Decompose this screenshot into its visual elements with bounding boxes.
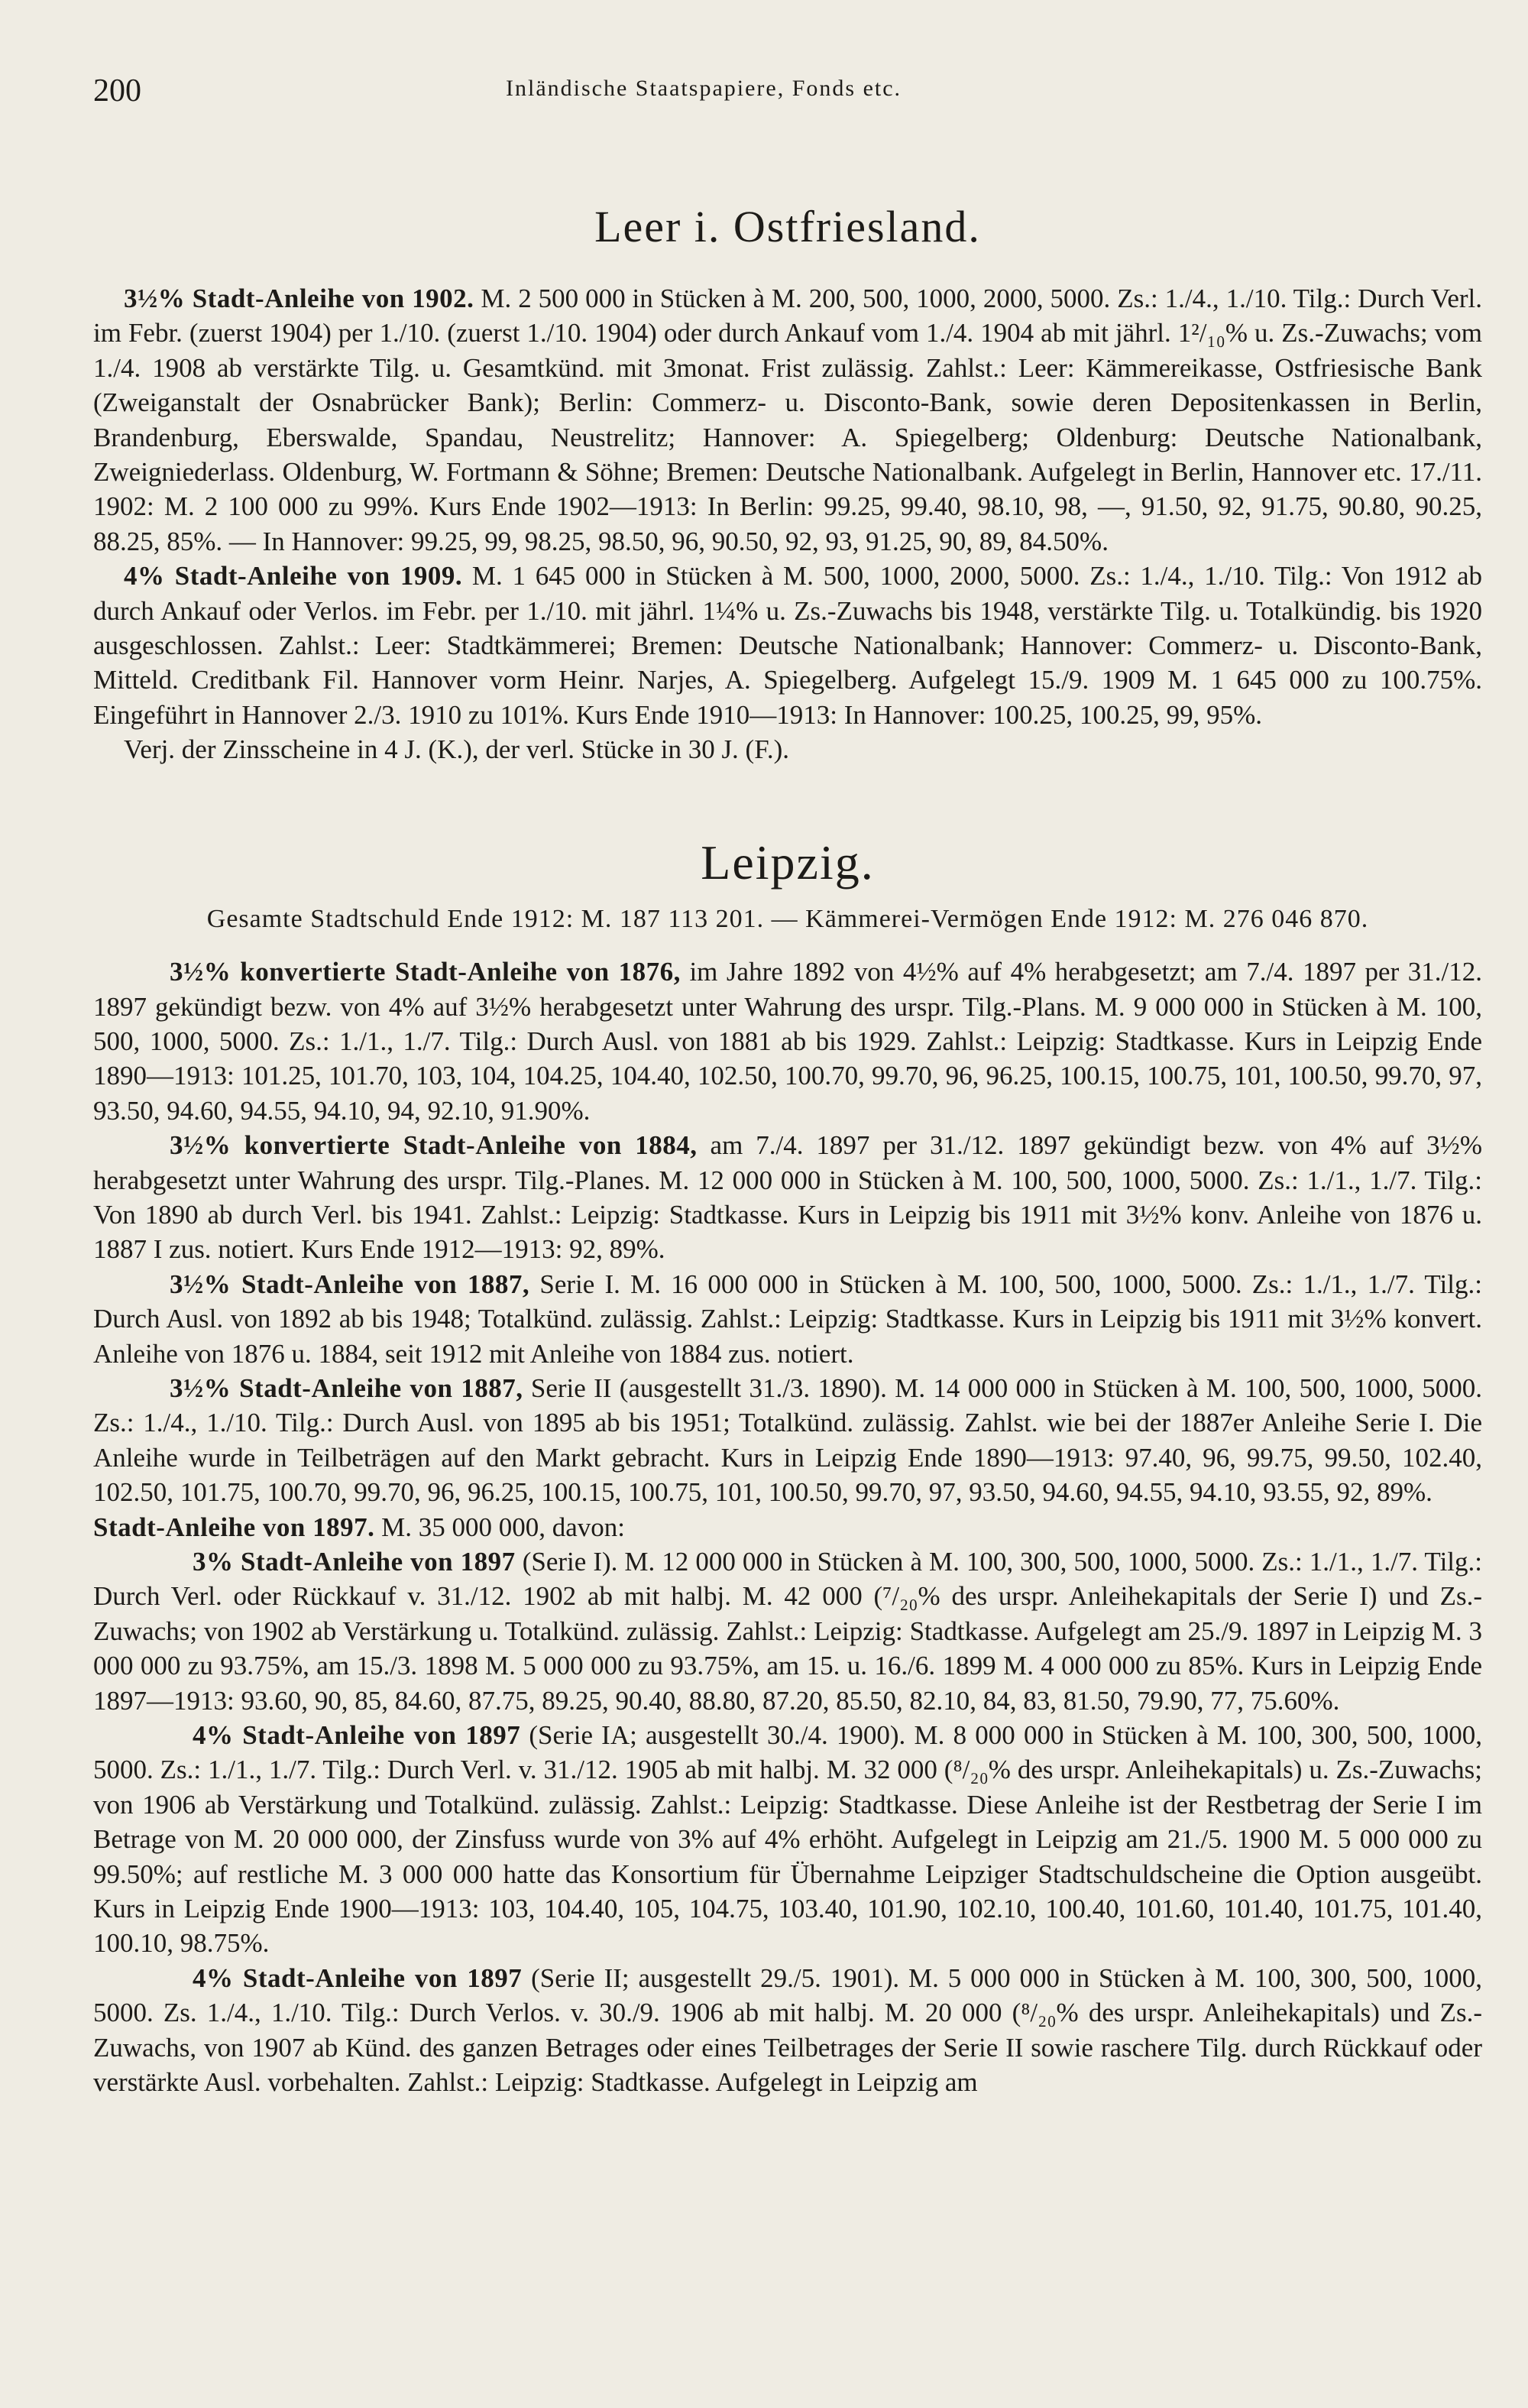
issue-text: M. 35 000 000, davon: (381, 1512, 625, 1542)
issue-paragraph (93, 1510, 1482, 1544)
issue-text: Serie I. M. 16 000 000 in Stücken à M. 100, 500, 1000, 5000. Zs.: 1./1., 1./7. Tilg.: Durch Ausl. von 1892 ab bis 1948; Totalkünd. zulässig. Zahlst.: Leipzig: Stadtkasse. Kurs in Leipzig bis 1911 mit 3½% konvert. Anleihe von 1876 u. 1884, seit 1912 mit Anleihe von 1884 zus. notiert. (93, 1269, 1482, 1369)
issue-paragraph (93, 1961, 1482, 2100)
page-number: 200 (93, 73, 141, 109)
issue-paragraph (93, 954, 1482, 1128)
issue-title: Stadt-Anleihe von 1897. (93, 1512, 375, 1542)
issue-title: 3½% konvertierte Stadt-Anleihe von 1884, (170, 1130, 698, 1161)
limitation-note: Verj. der Zinsscheine in 4 J. (K.), der verl. Stücke in 30 J. (F.). (124, 734, 790, 765)
issue-paragraph (93, 1544, 1482, 1718)
issue-paragraph (93, 1718, 1482, 1961)
issue-paragraph (93, 1371, 1482, 1510)
running-header (93, 65, 1482, 118)
section-heading-leipzig: Leipzig. (701, 835, 875, 890)
issue-text: am 7./4. 1897 per 31./12. 1897 gekündigt bezw. von 4% auf 3½% herabgesetzt unter Wahrung des urspr. Tilg.-Planes. M. 12 000 000 in Stücken à M. 100, 500, 1000, 5000. Zs.: 1./1., 1./7. Tilg.: Von 1890 ab durch Verl. bis 1941. Zahlst.: Leipzig: Stadtkasse. Kurs in Leipzig bis 1911 mit 3½% konv. Anleihe von 1876 u. 1887 I zus. notiert. Kurs Ende 1912—1913: 92, 89%. (93, 1130, 1483, 1265)
issue-title: 3½% Stadt-Anleihe von 1887, (170, 1373, 523, 1403)
issue-title: 4% Stadt-Anleihe von 1897 (193, 1720, 521, 1751)
issue-text: Serie II (ausgestellt 31./3. 1890). M. 14 000 000 in Stücken à M. 100, 500, 1000, 5000. Zs.: 1./4., 1./10. Tilg.: Durch Ausl. von 1895 ab bis 1951; Totalkünd. zulässig. Zahlst. wie bei der 1887er Anleihe Serie I. Die Anleihe wurde in Teilbeträgen auf den Markt gebracht. Kurs in Leipzig Ende 1890—1913: 97.40, 96, 99.75, 99.50, 102.40, 102.50, 101.75, 100.70, 99.70, 96, 96.25, 100.15, 100.75, 101, 100.50, 99.70, 97, 93.50, 94.60, 94.55, 94.10, 93.55, 92, 89%. (93, 1373, 1482, 1508)
issue-text: M. 1 645 000 in Stücken à M. 500, 1000, 2000, 5000. Zs.: 1./4., 1./10. Tilg.: Von 1912 ab durch Ankauf oder Verlos. im Febr. per 1./10. mit jährl. 1¼% u. Zs.-Zuwachs bis 1948, verstärkte Tilg. u. Totalkündig. bis 1920 ausgeschlossen. Zahlst.: Leer: Stadtkämmerei; Bremen: Deutsche Nationalbank; Hannover: Commerz- u. Disconto-Bank, Mitteld. Creditbank Fil. Hannover vorm Heinr. Narjes, A. Spiegelberg. Aufgelegt 15./9. 1909 M. 1 645 000 zu 100.75%. Eingeführt in Hannover 2./3. 1910 zu 101%. Kurs Ende 1910—1913: In Hannover: 100.25, 100.25, 99, 95%. (93, 561, 1483, 730)
issue-title: 3½% Stadt-Anleihe von 1887, (170, 1269, 530, 1299)
issue-paragraph (93, 1267, 1482, 1371)
issue-title: 3½% Stadt-Anleihe von 1902. (124, 284, 474, 313)
issue-paragraph (93, 1128, 1482, 1267)
issue-paragraph (93, 559, 1482, 732)
running-title: Inländische Staatspapiere, Fonds etc. (506, 76, 902, 101)
issue-text: M. 2 500 000 in Stücken à M. 200, 500, 1000, 2000, 5000. Zs.: 1./4., 1./10. Tilg.: Durch Verl. im Febr. (zuerst 1904) per 1./10. (zuerst 1./10. 1904) oder durch Ankauf vom 1./4. 1904 ab mit jährl. 1²/₁₀% u. Zs.-Zuwachs; vom 1./4. 1908 ab verstärkte Tilg. u. Gesamtkünd. mit 3monat. Frist zulässig. Zahlst.: Leer: Kämmereikasse, Ostfriesische Bank (Zweiganstalt der Osnabrücker Bank); Berlin: Commerz- u. Disconto-Bank, sowie deren Depositenkassen in Berlin, Brandenburg, Eberswalde, Spandau, Neustrelitz; Hannover: A. Spiegelberg; Oldenburg: Deutsche Nationalbank, Zweigniederlass. Oldenburg, W. Fortmann & Söhne; Bremen: Deutsche Nationalbank. Aufgelegt in Berlin, Hannover etc. 17./11. 1902: M. 2 100 000 zu 99%. Kurs Ende 1902—1913: In Berlin: 99.25, 99.40, 98.10, 98, —, 91.50, 92, 91.75, 90.80, 90.25, 88.25, 85%. — In Hannover: 99.25, 99, 98.25, 98.50, 96, 90.50, 92, 93, 91.25, 90, 89, 84.50%. (93, 284, 1482, 556)
issue-title: 3½% konvertierte Stadt-Anleihe von 1876, (170, 957, 681, 987)
issue-title: 4% Stadt-Anleihe von 1909. (124, 561, 463, 591)
issue-text: (Serie I). M. 12 000 000 in Stücken à M. 100, 300, 500, 1000, 5000. Zs.: 1./1., 1./7. Tilg.: Durch Verl. oder Rückkauf v. 31./12. 1902 ab mit halbj. M. 42 000 (⁷/₂₀% des urspr. Anleihekapitals der Serie I) und Zs.-Zuwachs; von 1902 ab Verstärkung u. Totalkünd. zulässig. Zahlst.: Leipzig: Stadtkasse. Aufgelegt am 25./9. 1897 in Leipzig M. 3 000 000 zu 93.75%, am 15./3. 1898 M. 5 000 000 zu 93.75%, am 15. u. 16./6. 1899 M. 4 000 000 zu 85%. Kurs in Leipzig Ende 1897—1913: 93.60, 90, 85, 84.60, 87.75, 89.25, 90.40, 88.80, 87.20, 85.50, 82.10, 84, 83, 81.50, 79.90, 77, 75.60%. (93, 1547, 1483, 1716)
issue-title: 4% Stadt-Anleihe von 1897 (193, 1962, 523, 1993)
issue-title: 3% Stadt-Anleihe von 1897 (193, 1547, 516, 1577)
issue-text: im Jahre 1892 von 4½% auf 4% herabgesetzt; am 7./4. 1897 per 31./12. 1897 gekündigt bezw. von 4% auf 3½% herabgesetzt unter Wahrung des urspr. Tilg.-Plans. M. 9 000 000 in Stücken à M. 100, 500, 1000, 5000. Zs.: 1./1., 1./7. Tilg.: Durch Ausl. von 1881 ab bis 1929. Zahlst.: Leipzig: Stadtkasse. Kurs in Leipzig Ende 1890—1913: 101.25, 101.70, 103, 104, 104.25, 104.40, 102.50, 100.70, 99.70, 96, 96.25, 100.15, 100.75, 101, 100.50, 99.70, 97, 93.50, 94.60, 94.55, 94.10, 94, 92.10, 91.90%. (93, 957, 1482, 1126)
section-heading-leer: Leer i. Ostfriesland. (594, 202, 981, 251)
debt-summary: Gesamte Stadtschuld Ende 1912: M. 187 113 201. — Kämmerei-Vermögen Ende 1912: M. 276 046 870. (206, 904, 1369, 933)
issue-text: (Serie IA; ausgestellt 30./4. 1900). M. 8 000 000 in Stücken à M. 100, 300, 500, 1000, 5000. Zs.: 1./1., 1./7. Tilg.: Durch Verl. v. 31./12. 1905 ab mit halbj. M. 32 000 (⁸/₂₀% des urspr. Anleihekapitals) u. Zs.-Zuwachs; von 1906 ab Verstärkung und Totalkünd. zulässig. Zahlst.: Leipzig: Stadtkasse. Diese Anleihe ist der Restbetrag der Serie I im Betrage von M. 20 000 000, der Zinsfuss wurde von 3% auf 4% erhöht. Aufgelegt in Leipzig am 21./5. 1900 M. 5 000 000 zu 99.50%; auf restliche M. 3 000 000 hatte das Konsortium für Übernahme Leipziger Stadtschuldscheine die Option ausgeübt. Kurs in Leipzig Ende 1900—1913: 103, 104.40, 105, 104.75, 103.40, 101.90, 102.10, 100.40, 101.60, 101.40, 101.75, 101.40, 100.10, 98.75%. (93, 1720, 1482, 1959)
issue-text: (Serie II; ausgestellt 29./5. 1901). M. 5 000 000 in Stücken à M. 100, 300, 500, 1000, 5000. Zs. 1./4., 1./10. Tilg.: Durch Verlos. v. 30./9. 1906 ab mit halbj. M. 20 000 (⁸/₂₀% des urspr. Anleihekapitals) und Zs.-Zuwachs, von 1907 ab Künd. des ganzen Betrages oder eines Teilbetrages der Serie II sowie raschere Tilg. durch Rückkauf oder verstärkte Ausl. vorbehalten. Zahlst.: Leipzig: Stadtkasse. Aufgelegt in Leipzig am (93, 1962, 1483, 2098)
issue-paragraph (93, 281, 1482, 559)
